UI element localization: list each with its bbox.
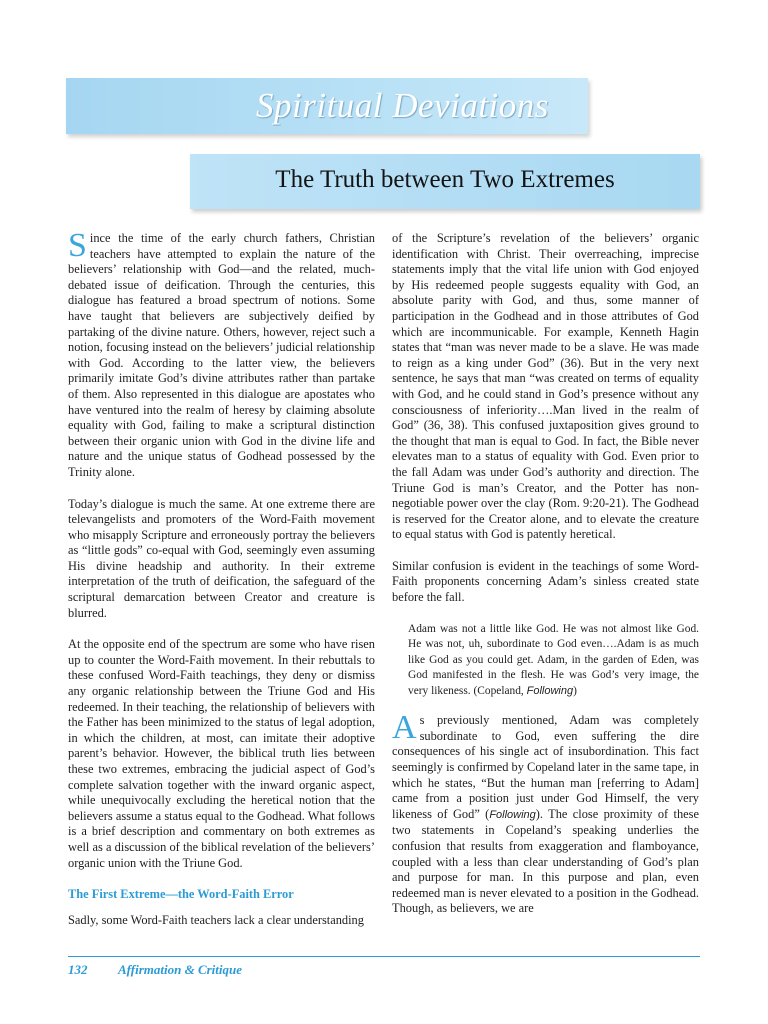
section-heading: The First Extreme—the Word-Faith Error — [68, 887, 294, 902]
paragraph-text: ). The close proximity of these two statements in Copeland’s speaking underlies the confusion that results from exaggeration and flamboyance, coupled with a less than clear understanding of God’s plan and purpose for man. In this purpose and plan, even redeemed man is never elevated to a position in the Godhead. Though, as believers, we are — [392, 806, 699, 916]
right-column — [392, 231, 699, 933]
drop-cap: A — [392, 709, 417, 747]
paragraph: Sadly, some Word-Faith teachers lack a clear understanding — [68, 912, 364, 927]
left-column — [68, 227, 375, 944]
paragraph: Today’s dialogue is much the same. At one extreme there are televangelists and promoters of the Word-Faith movement who misapply Scripture and erroneously portray the believers as “little gods” co-equal with God, seemingly even assuming His divine headship and authority. In their extreme interpretation of the truth of deification, the safeguard of the scriptural demarcation between Creator and creature is blurred. — [68, 496, 375, 620]
paragraph — [68, 227, 375, 481]
footer-divider — [68, 956, 700, 957]
page-number: 132 — [68, 962, 88, 977]
paragraph: At the opposite end of the spectrum are some who have risen up to counter the Word-Faith movement. In their rebuttals to these confused Word-Faith teachings, they deny or dismiss any organic relationship between the Triune God and His redeemed. In their teaching, the relationship of believers with the Father has been minimized to the status of legal adoption, in which the children, at most, can imitate their adoptive parent’s behavior. However, the biblical truth lies between these two extremes, embracing the judicial aspect of God’s complete salvation together with the inward organic aspect, while unequivocally excluding the heretical notion that the believers assume a status equal to the Godhead. What follows is a brief description and commentary on both extremes as well as a discussion of the biblical revelation of the believers’ organic union with the Triune God. — [68, 637, 375, 870]
article-title-bar — [190, 154, 700, 209]
block-quote — [408, 622, 699, 700]
article-title: The Truth between Two Extremes — [275, 166, 615, 193]
citation-italic: Following — [489, 808, 536, 821]
paragraph-text: ince the time of the early church fathers, Christian teachers have attempted to explain the nature of the believers’ relationship with God—and the related, much-debated issue of deification. Through the centuries, this dialogue has featured a broad spectrum of notions. Some have taught that believers are subjectively deified by partaking of the divine nature. Others, however, reject such a notion, focusing instead on the believers’ judicial relationship with God. According to the latter view, the believers primarily imitate God’s divine attributes rather than partake of them. Also represented in this dialogue are apostates who have ventured into the realm of heresy by claiming absolute equality with God, failing to make a scriptural distinction between their organic union with God in the divine life and nature and the unique status of Godhead possessed by the Trinity alone. — [68, 231, 375, 479]
quote-text: Adam was not a little like God. He was not almost like God. He was not, uh, subordinate to God even….Adam is as much like God as you could get. Adam, in the garden of Eden, was God manifested in the flesh. He was God’s very image, the very likeness. (Copeland, — [408, 622, 699, 697]
paragraph — [392, 709, 699, 917]
section-banner — [66, 78, 588, 134]
section-title: Spiritual Deviations — [256, 86, 549, 125]
quote-close: ) — [573, 684, 577, 697]
drop-cap: S — [68, 227, 87, 264]
paragraph: of the Scripture’s revelation of the believers’ organic identification with Christ. Their overreaching, imprecise statements imply that the vital life union with God enjoyed by His redeemed people suggests equality with God, an absolute parity with God, and thus, some manner of participation in the Godhead and in those attributes of God which are incommunicable. For example, Kenneth Hagin states that “man was never made to be a slave. He was made to reign as a king under God” (36). But in the very next sentence, he says that man “was created on terms of equality with God, and he could stand in God’s presence without any consciousness of inferiority….Man lived in the realm of God” (36, 38). This confused juxtaposition gives ground to the thought that man is equal to God. In fact, the Bible never elevates man to a status of equality with God. Even prior to the fall Adam was under God’s authority and direction. The Triune God is man’s Creator, and the Potter has non-negotiable power over the clay (Rom. 9:20-21). The Godhead is reserved for the Creator alone, and to elevate the creature to equal status with God is patently heretical. — [392, 231, 699, 542]
quote-citation: Following — [526, 684, 574, 697]
journal-name: Affirmation & Critique — [118, 962, 243, 977]
paragraph: Similar confusion is evident in the teachings of some Word-Faith proponents concerning Adam’s sinless created state before the fall. — [392, 558, 699, 605]
paragraph-text: s previously mentioned, Adam was completely subordinate to God, even suffering the dire consequences of his single act of insubordination. This fact seemingly is confirmed by Copeland later in the same tape, in which he states, “But the human man [referring to Adam] came from a position just under God Himself, the very likeness of God” ( — [392, 713, 699, 821]
